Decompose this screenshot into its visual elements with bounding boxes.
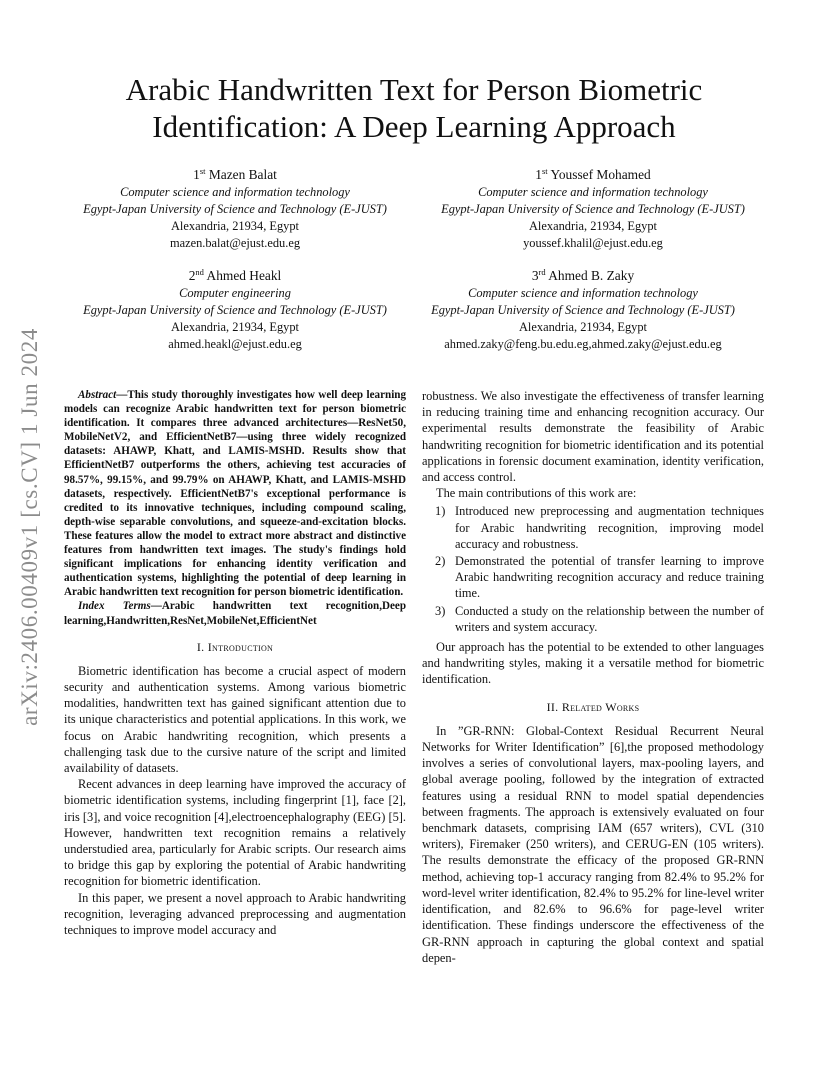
- author-email: youssef.khalil@ejust.edu.eg: [523, 236, 663, 250]
- author-block: [413, 163, 773, 252]
- section-heading-introduction: I. Introduction: [196, 639, 274, 654]
- author-name: 1st Mazen Balat: [193, 166, 277, 182]
- author-department: Computer science and information technology: [120, 185, 350, 199]
- left-column: [64, 388, 406, 938]
- author-name: 1st Youssef Mohamed: [535, 166, 651, 182]
- author-department: Computer science and information technology: [478, 185, 708, 199]
- paragraph: Our approach has the potential to be extended to other languages and handwriting styles, making it a versatile method for biometric identification.: [422, 640, 764, 687]
- paragraph: The main contributions of this work are:: [436, 486, 637, 501]
- contributions-list: [422, 503, 764, 635]
- arxiv-identifier-text: arXiv:2406.00409v1 [cs.CV] 1 Jun 2024: [17, 328, 42, 726]
- list-item: 2) Demonstrated the potential of transfer learning to improve Arabic handwriting recognition accuracy and reduce training time.: [435, 554, 764, 601]
- author-name: 3rd Ahmed B. Zaky: [531, 267, 635, 283]
- paragraph: In this paper, we present a novel approach to Arabic handwriting recognition, leveraging advanced preprocessing and augmentation techniques to improve model accuracy and: [64, 890, 406, 938]
- abstract: Abstract—This study thoroughly investigates how well deep learning models can recognize Arabic handwritten text for person biometric identification. It compares three advanced architectures—ResNet50, MobileNetV2, and EfficientNetB7—using three widely recognized datasets: AHAWP, Khatt, and LAMIS-MSHD. Results show that EfficientNetB7 outperforms the others, achieving test accuracies of 98.57%, 99.15%, and 99.79% on AHAWP, Khatt, and LAMIS-MSHD datasets, respectively. EfficientNetB7's exceptional performance is credited to its innovative techniques, including compound scaling, depth-wise separable convolutions, and squeeze-and-excitation blocks. These features allow the model to extract more abstract and distinctive features from handwritten text images. The study's findings hold significant implications for enhancing identity verification and authentication systems, highlighting the potential of deep learning in Arabic handwritten text recognition for person biometric identification.: [64, 389, 406, 599]
- paragraph: robustness. We also investigate the effectiveness of transfer learning in reducing training time and enhancing recognition accuracy. Our experimental results demonstrate the feasibility of Arabic handwriting recognition for biometric identification and its potential applications in forensic document examination, identity verification, and access control.: [422, 389, 764, 485]
- author-institution: Egypt-Japan University of Science and Technology (E-JUST): [431, 303, 735, 317]
- author-block: [403, 264, 763, 353]
- right-column: [422, 388, 764, 966]
- list-item: 1) Introduced new preprocessing and augmentation techniques for Arabic handwriting recognition, improving model accuracy and robustness.: [435, 504, 764, 551]
- list-item: 3) Conducted a study on the relationship between the number of writers and system accuracy.: [435, 603, 764, 634]
- author-name: 2nd Ahmed Heakl: [188, 267, 282, 283]
- author-email: mazen.balat@ejust.edu.eg: [169, 236, 301, 250]
- author-email: ahmed.heakl@ejust.edu.eg: [168, 337, 302, 351]
- author-department: Computer engineering: [179, 286, 291, 300]
- author-institution: Egypt-Japan University of Science and Technology (E-JUST): [83, 303, 387, 317]
- author-city: Alexandria, 21934, Egypt: [528, 219, 657, 233]
- index-terms: Index Terms—Arabic handwritten text recognition,Deep learning,Handwritten,ResNet,MobileNet,EfficientNet: [64, 600, 406, 627]
- paper-title: Arabic Handwritten Text for Person Biometric Identification: A Deep Learning Approach: [125, 72, 703, 144]
- author-city: Alexandria, 21934, Egypt: [518, 320, 647, 334]
- author-institution: Egypt-Japan University of Science and Technology (E-JUST): [441, 202, 745, 216]
- author-block: [55, 264, 415, 353]
- author-department: Computer science and information technology: [468, 286, 698, 300]
- section-heading-related-works: II. Related Works: [546, 699, 640, 714]
- author-block: [55, 163, 415, 252]
- paragraph: Recent advances in deep learning have improved the accuracy of biometric identification systems, including fingerprint [1], face [2], iris [3], and voice recognition [4],electroencephalography (EEG) [5]. However, handwritten text recognition remains a relatively understudied area, particularly for Arabic scripts. Our research aims to bridge this gap by exploring the potential of Arabic handwriting recognition for biometric identification.: [64, 777, 406, 889]
- author-institution: Egypt-Japan University of Science and Technology (E-JUST): [83, 202, 387, 216]
- arxiv-identifier: [14, 292, 46, 762]
- author-city: Alexandria, 21934, Egypt: [170, 219, 299, 233]
- paragraph: In ”GR-RNN: Global-Context Residual Recurrent Neural Networks for Writer Identification” [6],the proposed methodology involves a series of convolutional layers, max-pooling layers, and global average pooling, followed by the integration of extracted features using a residual RNN to model spatial dependencies between fragments. The approach is extensively evaluated on four benchmark datasets, comprising IAM (657 writers), CVL (310 writers), Firemaker (250 writers), and CERUG-EN (105 writers). The results demonstrate the efficacy of the proposed GR-RNN method, achieving top-1 accuracy ranging from 82.4% to 95.2% for word-level writer identification, 82.4% to 95.2% for line-level writer identification, and 82.6% to 96.6% for page-level writer identification. These findings underscore the effectiveness of the GR-RNN approach in capturing the global context and spatial depen-: [422, 723, 764, 965]
- author-email: ahmed.zaky@feng.bu.edu.eg,ahmed.zaky@ejust.edu.eg: [444, 337, 722, 351]
- paragraph: Biometric identification has become a crucial aspect of modern security and authentication systems. Among various biometric modalities, handwritten text has gained significant attention due to its unique characteristics and potential applications. In this work, we focus on Arabic handwriting recognition, which presents a challenging task due to the cursive nature of the script and limited availability of datasets.: [64, 663, 406, 776]
- author-city: Alexandria, 21934, Egypt: [170, 320, 299, 334]
